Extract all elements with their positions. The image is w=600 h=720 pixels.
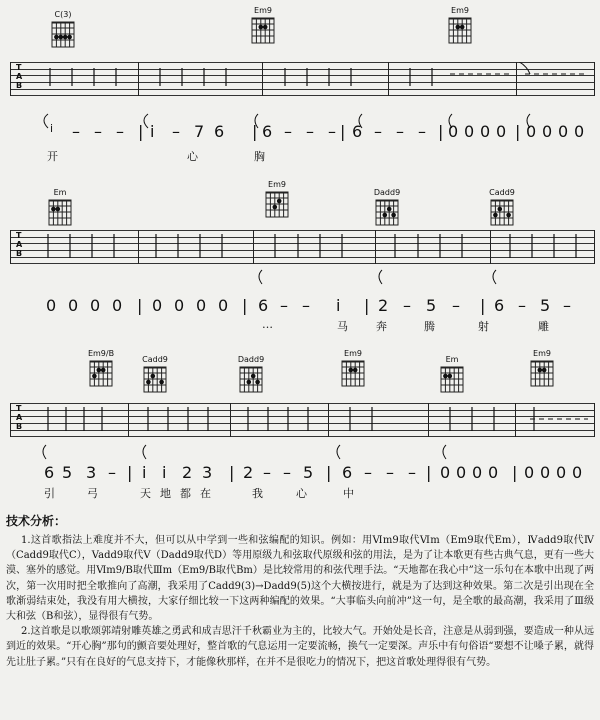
notation-symbol: 5 bbox=[303, 463, 314, 482]
notation-symbol: 0 bbox=[558, 122, 569, 141]
notation-symbol: 0 bbox=[542, 122, 553, 141]
tab-fret-marks bbox=[10, 403, 595, 437]
notation-symbol: – bbox=[283, 463, 291, 482]
analysis-heading: 技术分析： bbox=[6, 514, 67, 528]
notation-symbol: 3 bbox=[86, 463, 97, 482]
notation-symbol: 6 bbox=[342, 463, 353, 482]
notation-symbol: 0 bbox=[174, 296, 185, 315]
notation-symbol: – bbox=[408, 463, 416, 482]
chord-diagram bbox=[338, 349, 368, 389]
notation-symbol: 0 bbox=[464, 122, 475, 141]
notation-symbol: – bbox=[403, 296, 411, 315]
lyric: 心 bbox=[187, 150, 198, 163]
lyric: 马 bbox=[337, 320, 348, 333]
notation-symbol: – bbox=[374, 122, 382, 141]
notation-symbol: i bbox=[162, 463, 167, 482]
numbered-notation bbox=[0, 296, 600, 314]
notation-symbol: 0 bbox=[90, 296, 101, 315]
notation-symbol: 6 bbox=[214, 122, 225, 141]
notation-symbol: – bbox=[563, 296, 571, 315]
notation-symbol: | bbox=[340, 122, 346, 141]
notation-symbol: 0 bbox=[488, 463, 499, 482]
lyrics-line bbox=[0, 148, 600, 164]
notation-symbol: | bbox=[480, 296, 486, 315]
notation-symbol: 0 bbox=[472, 463, 483, 482]
tab-clef: T A B bbox=[16, 63, 23, 90]
notation-symbol: | bbox=[326, 463, 332, 482]
notation-symbol: i bbox=[142, 463, 147, 482]
chord-name: Em9 bbox=[533, 349, 551, 358]
notation-symbol: – bbox=[364, 463, 372, 482]
notation-symbol: – bbox=[108, 463, 116, 482]
notation-symbol: | bbox=[364, 296, 370, 315]
notation-symbol: – bbox=[280, 296, 288, 315]
numbered-notation bbox=[0, 463, 600, 481]
notation-symbol: – bbox=[116, 122, 124, 141]
tab-system-2 bbox=[0, 180, 600, 340]
chord-diagram bbox=[140, 355, 170, 395]
chord-name: Dadd9 bbox=[237, 355, 265, 364]
chord-name: Em bbox=[445, 355, 459, 364]
notation-symbol: 7 bbox=[194, 122, 205, 141]
lyric: 心 bbox=[296, 487, 307, 500]
notation-symbol: – bbox=[263, 463, 271, 482]
rhythm-beams bbox=[10, 268, 595, 288]
lyric: 射 bbox=[478, 320, 489, 333]
chord-diagram bbox=[437, 355, 467, 395]
notation-symbol: | bbox=[242, 296, 248, 315]
notation-symbol: 0 bbox=[556, 463, 567, 482]
chord-name: Em9 bbox=[254, 6, 272, 15]
tab-system-1 bbox=[0, 0, 600, 170]
tab-staff bbox=[10, 230, 595, 264]
notation-symbol: – bbox=[172, 122, 180, 141]
chord-diagram bbox=[48, 10, 78, 50]
notation-symbol: 2 bbox=[378, 296, 389, 315]
notation-symbol: – bbox=[94, 122, 102, 141]
notation-symbol: 0 bbox=[496, 122, 507, 141]
chord-name: Em9 bbox=[451, 6, 469, 15]
notation-symbol: 3 bbox=[202, 463, 213, 482]
lyric: … bbox=[262, 318, 273, 331]
notation-symbol: | bbox=[438, 122, 444, 141]
notation-symbol: | bbox=[138, 122, 144, 141]
notation-symbol: 0 bbox=[46, 296, 57, 315]
notation-symbol: – bbox=[72, 122, 80, 141]
chord-name: Em9 bbox=[268, 180, 286, 189]
notation-symbol: 5 bbox=[540, 296, 551, 315]
notation-symbol: – bbox=[386, 463, 394, 482]
notation-symbol: | bbox=[426, 463, 432, 482]
tab-system-3 bbox=[0, 345, 600, 505]
chord-name: Cadd9 bbox=[489, 188, 515, 197]
notation-symbol: 0 bbox=[112, 296, 123, 315]
notation-symbol: 0 bbox=[448, 122, 459, 141]
notation-symbol: – bbox=[328, 122, 336, 141]
notation-symbol: – bbox=[306, 122, 314, 141]
notation-symbol: | bbox=[137, 296, 143, 315]
numbered-notation bbox=[0, 122, 600, 140]
lyric: 我 bbox=[252, 487, 263, 500]
notation-symbol: 0 bbox=[572, 463, 583, 482]
notation-symbol: 0 bbox=[574, 122, 585, 141]
notation-symbol: 0 bbox=[526, 122, 537, 141]
notation-symbol: 0 bbox=[196, 296, 207, 315]
notation-symbol: i bbox=[150, 122, 155, 141]
notation-symbol: 0 bbox=[456, 463, 467, 482]
notation-symbol: 5 bbox=[426, 296, 437, 315]
lyric: 引 bbox=[44, 487, 55, 500]
chord-diagram bbox=[45, 188, 75, 228]
tab-staff bbox=[10, 403, 595, 437]
chord-name: Em9/B bbox=[87, 349, 115, 358]
notation-symbol: 0 bbox=[152, 296, 163, 315]
notation-symbol: 6 bbox=[44, 463, 55, 482]
tab-staff bbox=[10, 62, 595, 96]
notation-symbol: | bbox=[252, 122, 258, 141]
lyric: 中 bbox=[343, 487, 354, 500]
notation-symbol: – bbox=[452, 296, 460, 315]
notation-symbol: | bbox=[229, 463, 235, 482]
lyric: 雕 bbox=[538, 320, 549, 333]
chord-diagram bbox=[487, 188, 517, 228]
tab-fret-marks bbox=[10, 230, 595, 264]
chord-name: Cadd9 bbox=[142, 355, 168, 364]
notation-symbol: 0 bbox=[524, 463, 535, 482]
notation-symbol: – bbox=[518, 296, 526, 315]
notation-symbol: | bbox=[515, 122, 521, 141]
chord-diagram bbox=[527, 349, 557, 389]
notation-symbol: – bbox=[396, 122, 404, 141]
notation-symbol: 6 bbox=[494, 296, 505, 315]
chord-diagram bbox=[86, 349, 116, 389]
tab-clef: T A B bbox=[16, 231, 23, 258]
technical-analysis bbox=[6, 512, 594, 670]
notation-symbol: i bbox=[336, 296, 341, 315]
chord-diagram bbox=[262, 180, 292, 220]
notation-symbol: 0 bbox=[218, 296, 229, 315]
lyrics-line bbox=[0, 318, 600, 334]
notation-symbol: i bbox=[50, 122, 54, 135]
chord-diagram bbox=[445, 6, 475, 46]
lyric: 胸 bbox=[254, 150, 265, 163]
lyric: 天地都在 bbox=[140, 487, 220, 500]
notation-symbol: 0 bbox=[68, 296, 79, 315]
chord-name: Em bbox=[53, 188, 67, 197]
lyric: 开 bbox=[47, 150, 58, 163]
chord-grid-icon bbox=[50, 20, 76, 50]
analysis-paragraph: 2.这首歌是以歌颂郭靖射雕英雄之勇武和成吉思汗千秋霸业为主的，比较大气。开始处是长音，注意是从弱到强，要造成一种从远到近的效果。“开心胸”那句的颤音要处理好，整首歌的气息运用一定要流畅，换气一定要深。声乐中有句俗语“要想不让嗓子累，就得先让肚子累。”只有在良好的气息支持下，才能像秋那样，在并不是很吃力的情况下，把这首歌处理得很有气势。 bbox=[6, 626, 594, 668]
notation-symbol: 2 bbox=[243, 463, 254, 482]
chord-name: C(3) bbox=[54, 10, 72, 19]
notation-symbol: – bbox=[302, 296, 310, 315]
chord-name: Dadd9 bbox=[373, 188, 401, 197]
notation-symbol: 5 bbox=[62, 463, 73, 482]
analysis-paragraph: 1.这首歌指法上难度并不大，但可以从中学到一些和弦编配的知识。例如：用Ⅵm9取代Ⅵm（Em9取代Em），Ⅳadd9取代Ⅳ（Cadd9取代C），Vadd9取代Ⅴ（Dadd9取代D）等用原级九和弦取代原级和弦的用法，是为了让本歌更有些古典气息，更有一些大漠、塞外的感觉。用Ⅵm9/B取代Ⅲm（Em9/B取代Bm）是比较常用的和弦代理手法。“天地都在我心中”这一乐句在本歌中出现了两次，第一次用时把全歌推向了高潮，我采用了Cadd9(3)→Dadd9(5)这个大横按进行，就是为了达到这种效果。第二次是引出现在全歌渐弱结束处，我没有用大横按，大家仔细比较一下这两种编配的效果。“大事临头向前冲”这一句，是全歌的最高潮，我采用了Ⅲ级大和弦（B和弦），显得很有气势。 bbox=[6, 535, 594, 623]
lyrics-line bbox=[0, 485, 600, 501]
notation-symbol: 6 bbox=[262, 122, 273, 141]
notation-symbol: – bbox=[284, 122, 292, 141]
chord-diagram bbox=[236, 355, 266, 395]
notation-symbol: 0 bbox=[440, 463, 451, 482]
tab-clef: T A B bbox=[16, 404, 23, 431]
chord-diagram bbox=[372, 188, 402, 228]
notation-symbol: 2 bbox=[182, 463, 193, 482]
lyric: 弓 bbox=[87, 487, 98, 500]
rhythm-beams bbox=[10, 443, 595, 463]
lyric: 腾 bbox=[424, 320, 435, 333]
tab-fret-marks bbox=[10, 62, 595, 96]
notation-symbol: – bbox=[418, 122, 426, 141]
notation-symbol: 6 bbox=[352, 122, 363, 141]
notation-symbol: 0 bbox=[540, 463, 551, 482]
notation-symbol: | bbox=[127, 463, 133, 482]
lyric: 奔 bbox=[376, 320, 387, 333]
notation-symbol: 6 bbox=[258, 296, 269, 315]
chord-diagram bbox=[248, 6, 278, 46]
notation-symbol: | bbox=[512, 463, 518, 482]
notation-symbol: 0 bbox=[480, 122, 491, 141]
chord-name: Em9 bbox=[344, 349, 362, 358]
